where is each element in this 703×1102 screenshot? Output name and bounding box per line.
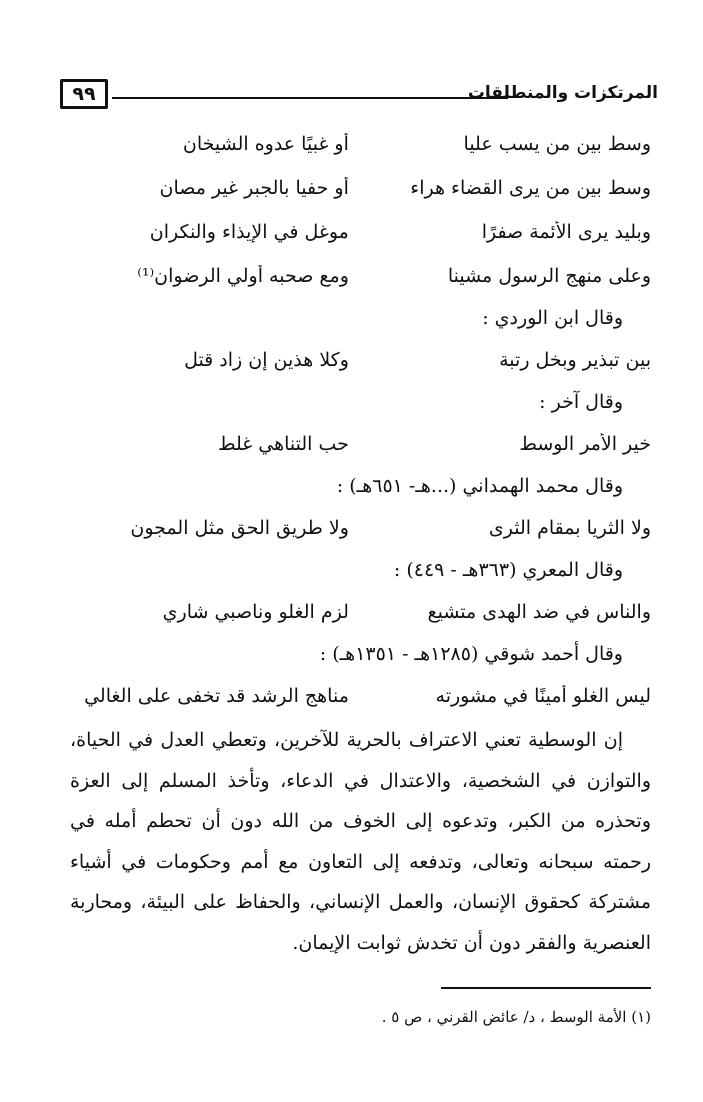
verse-line	[70, 254, 651, 298]
verse-second-hemistich: لزم الغلو وناصبي شاري	[162, 601, 349, 623]
verse-first-hemistich: وبليد يرى الأئمة صفرًا	[481, 221, 651, 243]
paragraph: إن الوسطية تعني الاعتراف بالحرية للآخرين، وتعطي العدل في الحياة، والتوازن في الشخصية، والاعتدال في الدعاء، وتأخذ المسلم إلى العزة وتحذره من الكبر، وتدعوه إلى الخوف من الله دون أن تحطم أمله في رحمته سبحانه وتعالى، وتدفعه إلى التعاون مع أمم وحكومات في أشياء مشتركة كحقوق الإنسان، والعمل الإنساني، والحفاظ على البيئة، ومحاربة العنصرية والفقر دون أن تخدش ثوابت الإيمان.	[70, 729, 651, 954]
quote-introduction: وقال محمد الهمداني (...هـ- ٦٥١هـ) :	[336, 475, 623, 497]
verse-line	[70, 674, 651, 718]
verse-line	[70, 590, 651, 634]
quote-introduction: وقال المعري (٣٦٣هـ - ٤٤٩) :	[393, 559, 623, 581]
verse-second-hemistich: وكلا هذين إن زاد قتل	[184, 349, 349, 371]
verse-second-hemistich: أو غبيًا عدوه الشيخان	[182, 133, 349, 155]
quote-introduction: وقال آخر :	[539, 391, 623, 413]
body-text	[70, 720, 651, 963]
verse-first-hemistich: ليس الغلو أمينًا في مشورته	[435, 685, 651, 707]
footnote-rule	[441, 987, 651, 989]
page-content	[70, 122, 651, 963]
verse-first-hemistich: وعلى منهج الرسول مشينا	[447, 265, 651, 287]
verse-line	[70, 166, 651, 210]
verse-line	[70, 506, 651, 550]
verse-first-hemistich: بين تبذير وبخل رتبة	[499, 349, 651, 371]
verse-second-hemistich: موغل في الإيذاء والنكران	[149, 221, 349, 243]
footnote: (١) الأمة الوسط ، د/ عائض القرني ، ص ٥ .	[381, 1008, 651, 1026]
verse-second-hemistich: ومع صحبه أولي الرضوان⁽¹⁾	[137, 265, 349, 287]
verse-line	[70, 210, 651, 254]
header-rule	[112, 97, 508, 99]
quote-introduction: وقال ابن الوردي :	[482, 307, 623, 329]
page-header	[60, 75, 658, 115]
verse-line	[70, 122, 651, 166]
verse-second-hemistich: مناهج الرشد قد تخفى على الغالي	[84, 685, 349, 707]
verse-line	[70, 422, 651, 466]
running-title: المرتكزات والمنطلقات	[467, 83, 658, 103]
verse-second-hemistich: حب التناهي غلط	[217, 433, 349, 455]
verse-second-hemistich: ولا طريق الحق مثل المجون	[130, 517, 349, 539]
quote-introduction: وقال أحمد شوقي (١٢٨٥هـ - ١٣٥١هـ) :	[319, 643, 623, 665]
verse-first-hemistich: والناس في ضد الهدى متشيع	[427, 601, 651, 623]
verse-first-hemistich: ولا الثريا بمقام الثرى	[488, 517, 651, 539]
verse-line	[70, 338, 651, 382]
verse-second-hemistich: أو حفيا بالجبر غير مصان	[159, 177, 349, 199]
verse-first-hemistich: وسط بين من يرى القضاء هراء	[410, 177, 651, 199]
page-number: ٩٩	[60, 79, 108, 109]
verse-first-hemistich: وسط بين من يسب عليا	[463, 133, 651, 155]
verse-first-hemistich: خير الأمر الوسط	[519, 433, 651, 455]
